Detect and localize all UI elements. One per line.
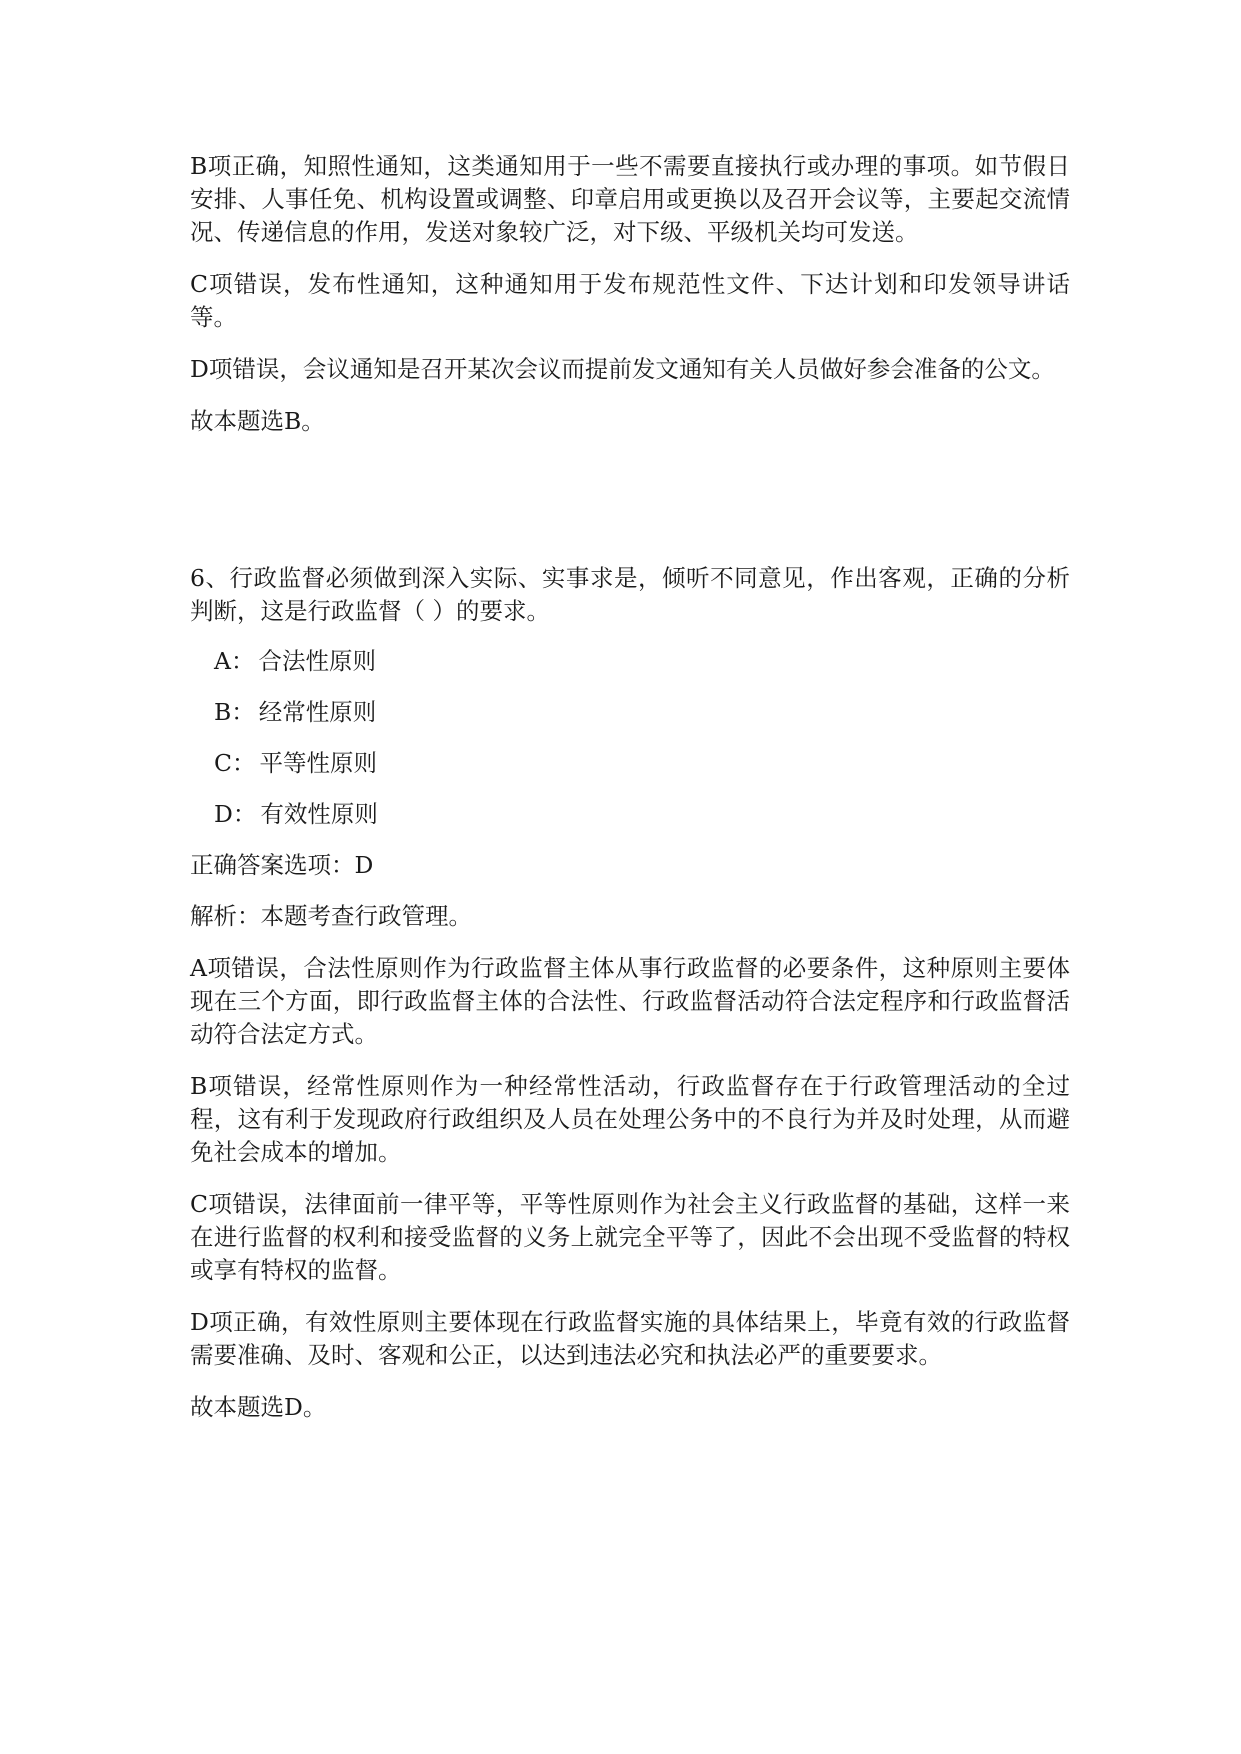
explanation-d: D项正确，有效性原则主要体现在行政监督实施的具体结果上，毕竟有效的行政监督需要准确、及时、客观和公正，以达到违法必究和执法必严的重要要求。 (190, 1308, 1070, 1369)
answer-label: 正确答案选项： (190, 851, 355, 879)
answer-value: D (354, 851, 374, 879)
prev-explanation-c: C项错误，发布性通知，这种通知用于发布规范性文件、下达计划和印发领导讲话等。 (190, 270, 1070, 331)
prev-explanation-d: D项错误，会议通知是召开某次会议而提前发文通知有关人员做好参会准备的公文。 (190, 355, 1055, 383)
option-b-letter: B： (214, 698, 255, 726)
document-page (190, 150, 1070, 1443)
conclusion: 故本题选D。 (190, 1393, 327, 1421)
prev-conclusion: 故本题选B。 (190, 407, 325, 435)
option-c-text: 平等性原则 (259, 749, 377, 777)
option-b (214, 696, 1070, 729)
analysis-line: 解析：本题考查行政管理。 (190, 902, 472, 930)
explanation-b: B项错误，经常性原则作为一种经常性活动，行政监督存在于行政管理活动的全过程，这有利于发现政府行政组织及人员在处理公务中的不良行为并及时处理，从而避免社会成本的增加。 (190, 1072, 1070, 1166)
option-d (214, 798, 1070, 831)
prev-explanation-b: B项正确，知照性通知，这类通知用于一些不需要直接执行或办理的事项。如节假日安排、人事任免、机构设置或调整、印章启用或更换以及召开会议等，主要起交流情况、传递信息的作用，发送对象较广泛，对下级、平级机关均可发送。 (190, 152, 1070, 246)
section-gap (190, 457, 1070, 562)
question-text: 6、行政监督必须做到深入实际、实事求是，倾听不同意见，作出客观，正确的分析判断，这是行政监督（ ）的要求。 (190, 564, 1070, 625)
option-d-text: 有效性原则 (260, 800, 378, 828)
explanation-c: C项错误，法律面前一律平等，平等性原则作为社会主义行政监督的基础，这样一来在进行监督的权利和接受监督的义务上就完全平等了，因此不会出现不受监督的特权或享有特权的监督。 (190, 1190, 1070, 1284)
option-a-text: 合法性原则 (258, 647, 376, 675)
explanation-a: A项错误，合法性原则作为行政监督主体从事行政监督的必要条件，这种原则主要体现在三个方面，即行政监督主体的合法性、行政监督活动符合法定程序和行政监督活动符合法定方式。 (190, 954, 1070, 1048)
option-c-letter: C： (214, 749, 256, 777)
option-a (214, 645, 1070, 678)
option-b-text: 经常性原则 (258, 698, 377, 726)
option-c (214, 747, 1070, 780)
option-d-letter: D： (214, 800, 257, 828)
option-a-letter: A： (214, 647, 255, 675)
correct-answer (190, 849, 1070, 882)
